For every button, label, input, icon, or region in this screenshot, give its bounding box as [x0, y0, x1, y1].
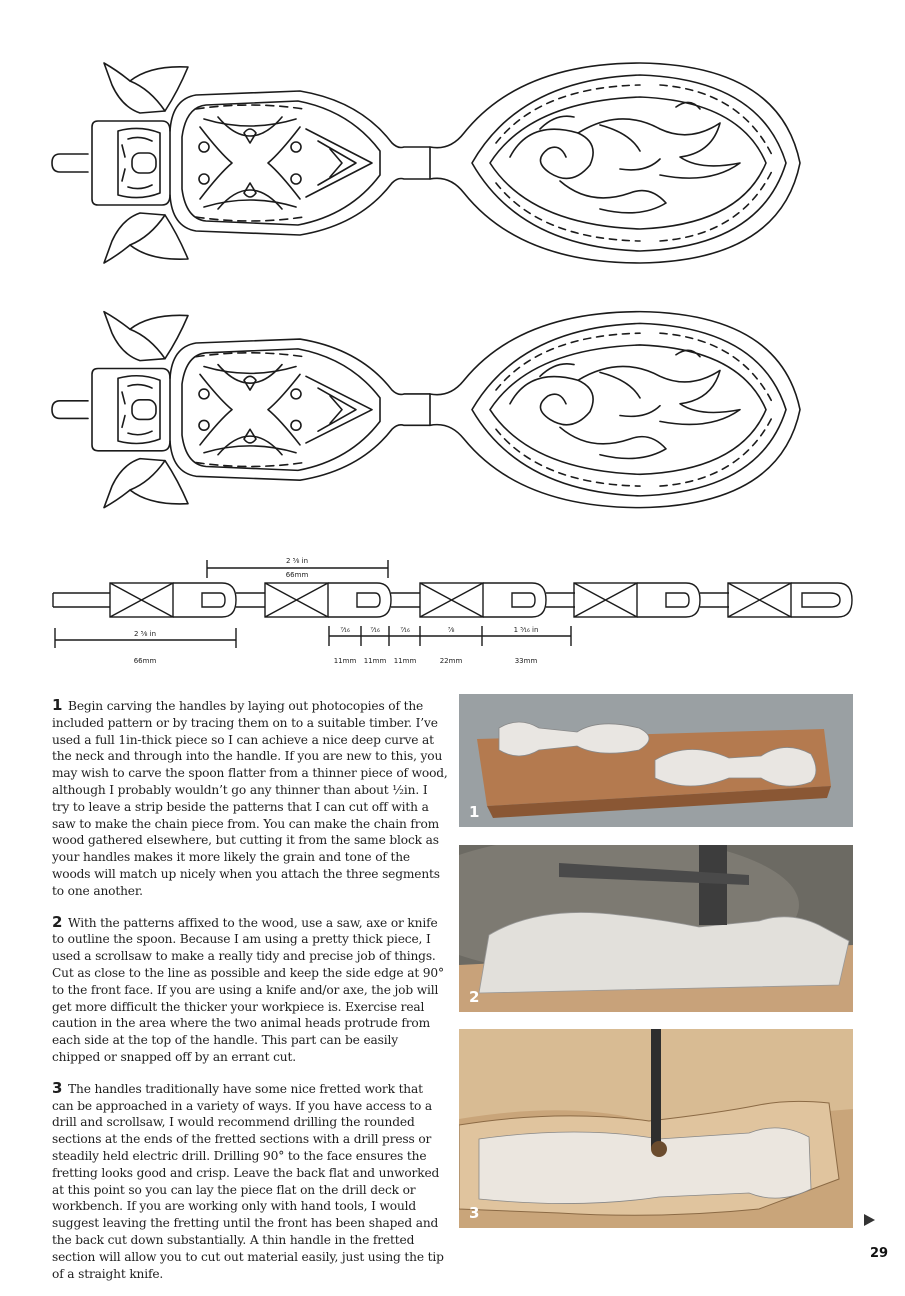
- step-text: Begin carving the handles by laying out photocopies of the included pattern or by tracing them on to a suitable timber. I’ve used a full 1in-thick piece so I can achieve a nice deep curve at the neck and through into the handle. If you are new to this, you may wish to carve the spoon flatter from a thinner piece of wood, although I probably wouldn’t go any thinner than about ½in. I try to leave a strip beside the patterns that I can cut off with a saw to make the chain piece from. You can make the chain from wood gathered elsewhere, but cutting it from the same block as your handles makes it more likely the grain and tone of the woods will match up nicely when you attach the three segments to one another.: [52, 699, 448, 898]
- dim-label: 33mm: [514, 657, 538, 665]
- photo-1-image: [459, 694, 853, 827]
- dim-label: 22mm: [439, 657, 463, 665]
- photo-2-image: [459, 845, 853, 1012]
- step-number: 3: [52, 1078, 63, 1097]
- step-1: [52, 697, 448, 900]
- chain-top-dim-metric: 66mm: [285, 571, 309, 579]
- dim-label: 2 ⁵⁄₈ in: [133, 630, 157, 638]
- step-text: The handles traditionally have some nice fretted work that can be approached in a variety of ways. If you have access to a drill and scrollsaw, I would recommend drilling the rounded sections at the ends of the fretted sections with a drill press or steadily held electric drill. Drilling 90° to the face ensures the fretting looks good and crisp. Leave the back flat and unworked at this point so you can lay the piece flat on the drill deck or workbench. If you are working only with hand tools, I would suggest leaving the fretting until the front has been shaped and the back cut down substantially. A thin handle in the fretted section will allow you to cut out material easily, just using the tip of a straight knife.: [52, 1081, 444, 1281]
- photo-label: 1: [469, 803, 480, 821]
- photo-2: [459, 845, 853, 1012]
- dim-label: 66mm: [133, 657, 157, 665]
- dim-label: 11mm: [333, 657, 357, 665]
- step-number: 1: [52, 696, 63, 714]
- dim-label: ⁷⁄₈: [447, 626, 455, 634]
- dim-label: ⁷⁄₁₆: [340, 626, 350, 634]
- photo-3-image: [459, 1029, 853, 1228]
- next-page-arrow-icon[interactable]: [864, 1214, 875, 1226]
- step-number: 2: [52, 912, 63, 931]
- step-3: [52, 1080, 448, 1283]
- photo-1: [459, 694, 853, 827]
- dim-label: 11mm: [393, 657, 417, 665]
- step-2: [52, 914, 448, 1066]
- page-number: 29: [870, 1246, 889, 1261]
- photo-label: 2: [469, 988, 480, 1006]
- photo-3: [459, 1029, 853, 1228]
- instructions-column: [52, 697, 448, 1296]
- dim-label: ⁷⁄₁₆: [370, 626, 380, 634]
- chain-top-dim-imperial: 2 ⁵⁄₈ in: [285, 557, 309, 565]
- dim-label: 1 ⁵⁄₁₆ in: [513, 626, 539, 634]
- chain-diagram: [53, 560, 852, 648]
- dim-label: ⁷⁄₁₆: [400, 626, 410, 634]
- photo-label: 3: [469, 1204, 480, 1222]
- dim-label: 11mm: [363, 657, 387, 665]
- step-text: With the patterns affixed to the wood, use a saw, axe or knife to outline the spoon. Because I am using a pretty thick piece, I used a scrollsaw to make a really tidy and precise job of things. Cut as close to the line as possible and keep the side edge at 90° to the front face. If you are using a knife and/or axe, the job will get more difficult the thicker your workpiece is. Exercise real caution in the area where the two animal heads protrude from each side at the top of the handle. This part can be easily chipped or snapped off by an errant cut.: [52, 915, 444, 1064]
